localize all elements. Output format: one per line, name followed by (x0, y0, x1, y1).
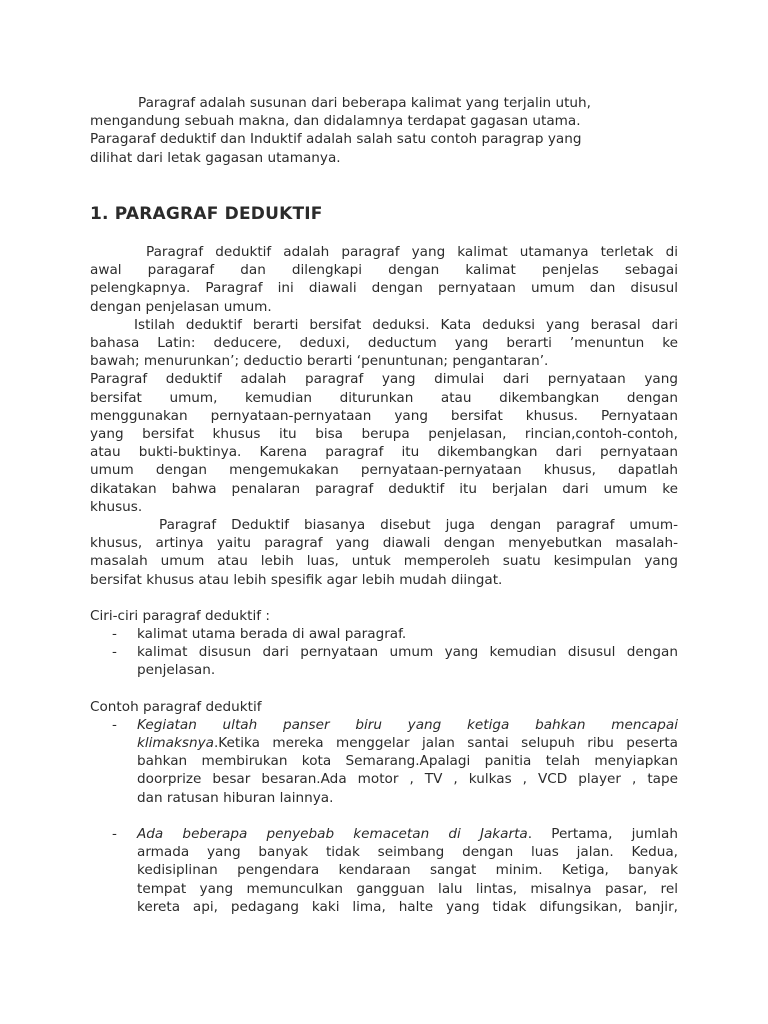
text-line: atau bukti-buktinya. Karena paragraf itu dikembangkan dari pernyataan (90, 444, 678, 461)
intro-line: mengandung sebuah makna, dan didalamnya terdapat gagasan utama. (90, 113, 581, 130)
dash-bullet: - (112, 644, 117, 661)
text-line: doorprize besar besaran.Ada motor , TV , kulkas , VCD player , tape (137, 771, 678, 788)
text-line: bahkan membirukan kota Semarang.Apalagi panitia telah menyiapkan (137, 753, 678, 770)
dash-bullet: - (112, 716, 117, 733)
text-line: pelengkapnya. Paragraf ini diawali dengan pernyataan umum dan disusul (90, 280, 678, 297)
text-line: umum dengan mengemukakan pernyataan-pernyataan khusus, dapatlah (90, 462, 678, 479)
text-line: kereta api, pedagang kaki lima, halte yang tidak difungsikan, banjir, (137, 898, 678, 915)
paragraph-definition (90, 243, 678, 316)
example-item (90, 825, 678, 916)
characteristics-block (90, 607, 678, 680)
example-text: . Pertama, jumlah (527, 825, 678, 842)
example-italic-text: klimaksnya (137, 735, 214, 752)
text-line: yang bersifat khusus itu bisa berupa penjelasan, rincian,contoh-contoh, (90, 426, 678, 443)
text-line: khusus, artinya yaitu paragraf yang diawali dengan menyebutkan masalah- (90, 535, 678, 552)
text-line: bersifat umum, kemudian diturunkan atau dikembangkan dengan (90, 389, 678, 406)
text-line: penjelasan. (137, 662, 216, 679)
dash-bullet: - (112, 626, 117, 643)
section-body (90, 243, 678, 916)
text-line (137, 734, 678, 752)
text-line: bahasa Latin: deducere, deduxi, deductum yang berarti ’menuntun ke (90, 335, 678, 352)
text-line: kedisiplinan pengendara kendaraan sangat minim. Ketiga, banyak (137, 862, 678, 879)
list-item (90, 643, 678, 679)
example-italic-text: Ada beberapa penyebab kemacetan di Jakarta (137, 825, 528, 842)
paragraph-explanation (90, 370, 678, 516)
text-line: bersifat khusus atau lebih spesifik agar lebih mudah diingat. (90, 571, 503, 588)
text-line: armada yang banyak tidak seimbang dengan luas jalan. Kedua, (137, 844, 678, 861)
intro-line: Paragraf adalah susunan dari beberapa kalimat yang terjalin utuh, (138, 95, 591, 111)
examples-title: Contoh paragraf deduktif (90, 698, 262, 715)
text-line: bawah; menurunkan’; deductio berarti ‘penuntunan; pengantaran’. (90, 353, 549, 370)
text-line: kalimat disusun dari pernyataan umum yang kemudian disusul dengan (137, 644, 678, 661)
text-line (137, 825, 678, 843)
text-line: menggunakan pernyataan-pernyataan yang bersifat khusus. Pernyataan (90, 407, 678, 424)
text-line: kalimat utama berada di awal paragraf. (137, 626, 407, 643)
text-line: dan ratusan hiburan lainnya. (137, 789, 334, 806)
text-line: Istilah deduktif berarti bersifat deduksi. Kata deduksi yang berasal dari (134, 316, 678, 333)
text-line: Paragraf deduktif adalah paragraf yang kalimat utamanya terletak di (146, 244, 678, 260)
list-item (90, 625, 678, 643)
examples-block (90, 698, 678, 916)
text-line: masalah umum atau lebih luas, untuk memperoleh suatu kesimpulan yang (90, 553, 678, 570)
intro-paragraph (90, 94, 690, 167)
text-line: awal paragaraf dan dilengkapi dengan kalimat penjelas sebagai (90, 262, 678, 279)
text-line: Paragraf Deduktif biasanya disebut juga dengan paragraf umum- (159, 517, 678, 534)
intro-line: Paragaraf deduktif dan Induktif adalah salah satu contoh paragrap yang (90, 131, 582, 148)
paragraph-etymology (90, 316, 678, 371)
characteristics-title: Ciri-ciri paragraf deduktif : (90, 607, 270, 624)
text-line: khusus. (90, 498, 143, 515)
example-item (90, 716, 678, 807)
example-text: .Ketika mereka menggelar jalan santai selupuh ribu peserta (213, 735, 678, 752)
example-italic-text: Kegiatan ultah panser biru yang ketiga bahkan mencapai (137, 716, 678, 733)
text-line: dengan penjelasan umum. (90, 298, 272, 315)
text-line: Paragraf deduktif adalah paragraf yang dimulai dari pernyataan yang (90, 371, 678, 388)
text-line (137, 716, 678, 734)
text-line: tempat yang memunculkan gangguan lalu lintas, misalnya pasar, rel (137, 880, 678, 897)
dash-bullet: - (112, 825, 117, 842)
text-line: dikatakan bahwa penalaran paragraf deduktif itu berjalan dari umum ke (90, 480, 678, 497)
section-heading: 1. PARAGRAF DEDUKTIF (90, 204, 323, 224)
intro-line: dilihat dari letak gagasan utamanya. (90, 149, 341, 166)
paragraph-general-specific (90, 516, 678, 589)
